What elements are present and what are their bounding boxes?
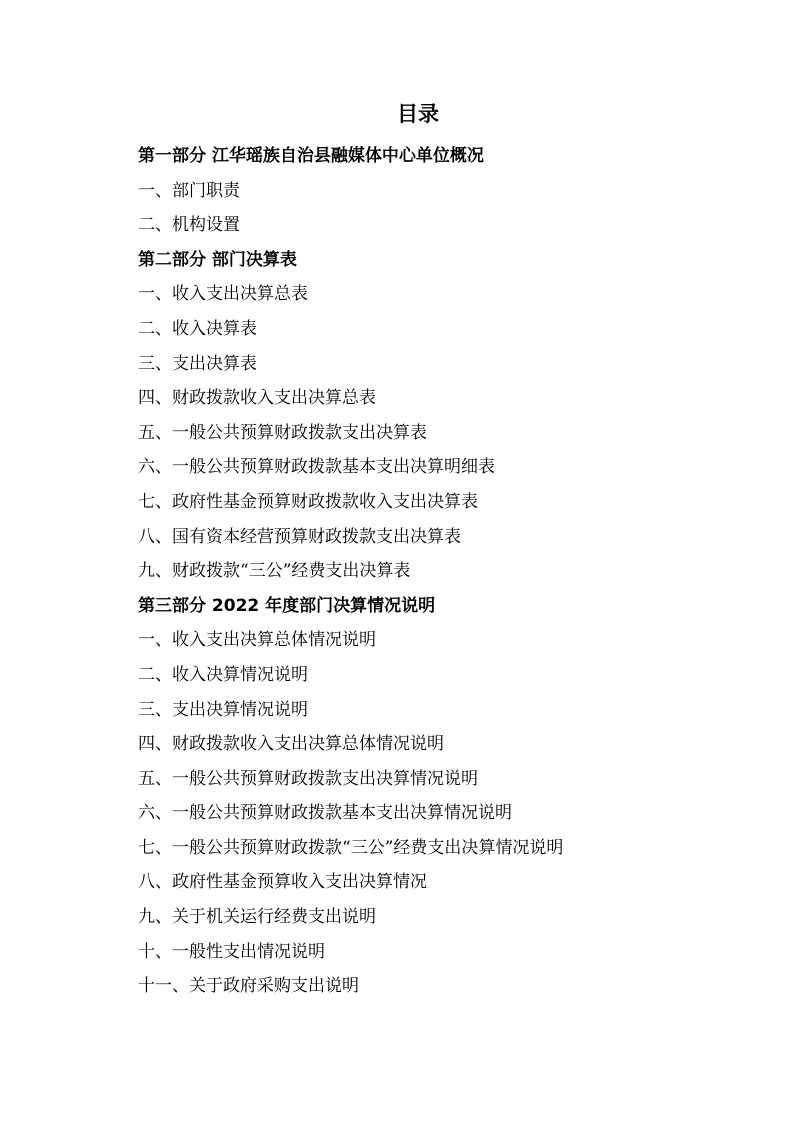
toc-part-heading: 第二部分 部门决算表 (138, 249, 297, 270)
toc-item: 一、收入支出决算总体情况说明 (138, 630, 376, 651)
toc-item: 三、支出决算情况说明 (138, 699, 308, 720)
toc-item: 七、政府性基金预算财政拨款收入支出决算表 (138, 491, 478, 512)
toc-item: 四、财政拨款收入支出决算总表 (138, 388, 376, 409)
toc-item: 十一、关于政府采购支出说明 (138, 976, 359, 997)
toc-item: 二、收入决算表 (138, 318, 257, 339)
toc-item: 三、支出决算表 (138, 353, 257, 374)
toc-title: 目录 (397, 102, 439, 126)
toc-item: 八、政府性基金预算收入支出决算情况 (138, 872, 427, 893)
toc-item: 五、一般公共预算财政拨款支出决算表 (138, 422, 427, 443)
toc-item: 二、收入决算情况说明 (138, 664, 308, 685)
toc-part-heading: 第一部分 江华瑶族自治县融媒体中心单位概况 (138, 146, 484, 166)
toc-item: 九、关于机关运行经费支出说明 (138, 907, 376, 928)
toc-item: 四、财政拨款收入支出决算总体情况说明 (138, 734, 444, 755)
toc-item: 十、一般性支出情况说明 (138, 941, 325, 962)
toc-item: 九、财政拨款“三公”经费支出决算表 (138, 561, 411, 582)
toc-item: 六、一般公共预算财政拨款基本支出决算明细表 (138, 457, 495, 478)
toc-item: 一、部门职责 (138, 180, 240, 201)
table-of-contents (138, 139, 758, 1004)
toc-item: 五、一般公共预算财政拨款支出决算情况说明 (138, 768, 478, 789)
toc-item: 二、机构设置 (138, 215, 240, 236)
toc-item: 一、收入支出决算总表 (138, 284, 308, 305)
toc-item: 七、一般公共预算财政拨款“三公”经费支出决算情况说明 (138, 837, 564, 858)
toc-part-heading: 第三部分 2022 年度部门决算情况说明 (138, 595, 436, 616)
toc-item: 八、国有资本经营预算财政拨款支出决算表 (138, 526, 461, 547)
toc-item: 六、一般公共预算财政拨款基本支出决算情况说明 (138, 803, 512, 824)
